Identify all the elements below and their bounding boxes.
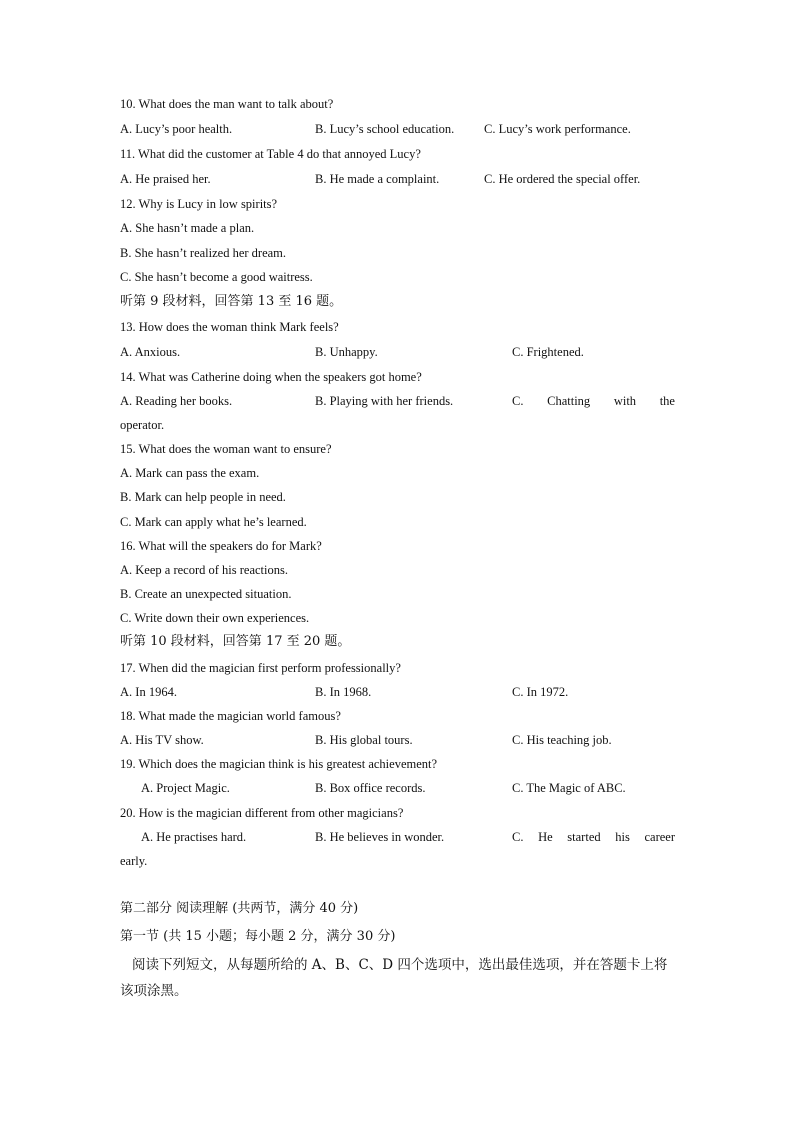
option-14-c-word: with (613, 394, 637, 408)
option-13-b: B. Unhappy. (315, 345, 378, 359)
option-14-b: B. Playing with her friends. (315, 394, 454, 408)
option-20-c-word: his (615, 830, 630, 844)
option-11-b: B. He made a complaint. (315, 172, 440, 186)
section-header-10: 听第 10 段材料，回答第 17 至 20 题。 (120, 634, 351, 649)
option-16-c: C. Write down their own experiences. (120, 611, 310, 625)
part2-title: 第二部分 阅读理解 (共两节，满分 40 分) (120, 901, 359, 916)
option-16-b: B. Create an unexpected situation. (120, 587, 292, 601)
question-16: 16. What will the speakers do for Mark? (120, 539, 322, 553)
question-20: 20. How is the magician different from other magicians? (120, 806, 404, 820)
question-10: 10. What does the man want to talk about? (120, 97, 334, 111)
part2-instruction: 阅读下列短文，从每题所给的 A、B、C、D 四个选项中，选出最佳选项，并在答题卡上将该项涂黑。 (120, 957, 668, 999)
question-17: 17. When did the magician first perform professionally? (120, 661, 401, 675)
part2-subtitle: 第一节 (共 15 小题；每小题 2 分，满分 30 分) (120, 929, 396, 944)
option-14-c (512, 393, 675, 409)
question-12: 12. Why is Lucy in low spirits? (120, 197, 278, 211)
option-20-c (512, 829, 675, 845)
option-12-a: A. She hasn’t made a plan. (120, 221, 255, 235)
question-19: 19. Which does the magician think is his greatest achievement? (120, 757, 438, 771)
option-20-c-word: career (644, 830, 675, 844)
option-19-a: A. Project Magic. (141, 781, 230, 795)
option-20-c-word: He (538, 830, 553, 844)
option-10-a: A. Lucy’s poor health. (120, 122, 233, 136)
option-20-b: B. He believes in wonder. (315, 830, 445, 844)
option-18-a: A. His TV show. (120, 733, 204, 747)
option-20-c-letter: C. (512, 830, 524, 844)
option-15-a: A. Mark can pass the exam. (120, 466, 260, 480)
question-14: 14. What was Catherine doing when the speakers got home? (120, 370, 422, 384)
option-19-c: C. The Magic of ABC. (512, 781, 626, 795)
option-16-a: A. Keep a record of his reactions. (120, 563, 288, 577)
option-13-a: A. Anxious. (120, 345, 181, 359)
option-11-a: A. He praised her. (120, 172, 211, 186)
option-13-c: C. Frightened. (512, 345, 584, 359)
option-14-c-word: the (659, 394, 675, 408)
question-15: 15. What does the woman want to ensure? (120, 442, 332, 456)
option-14-a: A. Reading her books. (120, 394, 233, 408)
option-14-c-continued: operator. (120, 418, 165, 432)
section-header-9: 听第 9 段材料，回答第 13 至 16 题。 (120, 294, 343, 309)
option-10-c: C. Lucy’s work performance. (484, 122, 631, 136)
question-18: 18. What made the magician world famous? (120, 709, 341, 723)
option-14-c-word: Chatting (547, 394, 591, 408)
option-18-b: B. His global tours. (315, 733, 413, 747)
option-17-b: B. In 1968. (315, 685, 372, 699)
option-15-c: C. Mark can apply what he’s learned. (120, 515, 307, 529)
question-13: 13. How does the woman think Mark feels? (120, 320, 339, 334)
option-11-c: C. He ordered the special offer. (484, 172, 641, 186)
option-19-b: B. Box office records. (315, 781, 426, 795)
option-15-b: B. Mark can help people in need. (120, 490, 286, 504)
option-14-c-letter: C. (512, 394, 524, 408)
option-17-a: A. In 1964. (120, 685, 177, 699)
option-20-a: A. He practises hard. (141, 830, 247, 844)
option-20-c-continued: early. (120, 854, 148, 868)
question-11: 11. What did the customer at Table 4 do that annoyed Lucy? (120, 147, 421, 161)
option-10-b: B. Lucy’s school education. (315, 122, 455, 136)
option-20-c-word: started (567, 830, 601, 844)
option-12-b: B. She hasn’t realized her dream. (120, 246, 287, 260)
option-17-c: C. In 1972. (512, 685, 569, 699)
option-12-c: C. She hasn’t become a good waitress. (120, 270, 313, 284)
option-18-c: C. His teaching job. (512, 733, 612, 747)
